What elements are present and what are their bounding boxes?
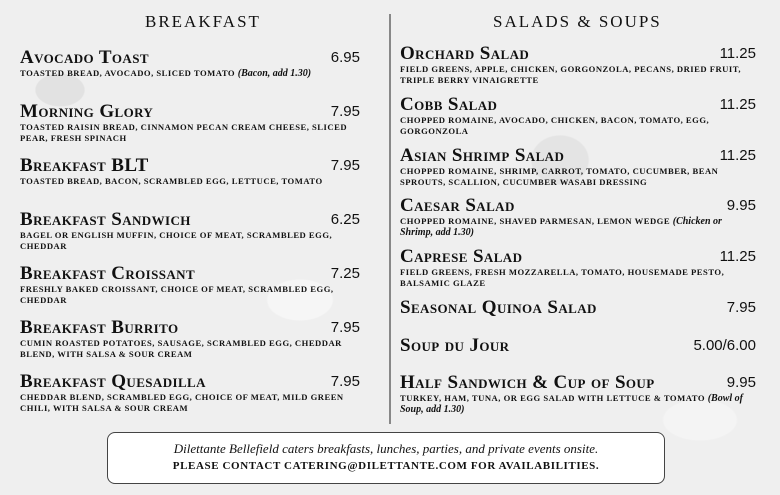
item-description	[20, 284, 360, 306]
item-ingredients: FIELD GREENS, APPLE, CHICKEN, GORGONZOLA, PECANS, DRIED FRUIT, TRIPLE BERRY VINAIGRETTE	[400, 64, 741, 85]
catering-text: Dilettante Bellefield caters breakfasts, lunches, parties, and private events onsite.	[173, 441, 599, 456]
item-ingredients: FIELD GREENS, FRESH MOZZARELLA, TOMATO, HOUSEMADE PESTO, BALSAMIC GLAZE	[400, 267, 725, 288]
item-name: Cobb Salad	[400, 94, 498, 115]
catering-contact: PLEASE CONTACT CATERING@DILETTANTE.COM FOR AVAILABILITIES.	[172, 460, 600, 472]
item-price: 9.95	[726, 197, 756, 214]
item-description	[400, 166, 756, 188]
item-price: 5.00/6.00	[693, 337, 756, 354]
menu-item	[400, 196, 756, 238]
item-ingredients: CHOPPED ROMAINE, SHAVED PARMESAN, LEMON WEDGE	[400, 216, 671, 226]
item-name: Soup du Jour	[400, 335, 510, 356]
item-ingredients: BAGEL OR ENGLISH MUFFIN, CHOICE OF MEAT, SCRAMBLED EGG, CHEDDAR	[20, 230, 333, 251]
item-name: Breakfast Croissant	[20, 263, 196, 284]
item-description	[400, 115, 756, 137]
item-description	[20, 176, 360, 187]
salads-heading: SALADS & SOUPS	[493, 12, 662, 31]
menu-item	[400, 247, 756, 289]
item-name: Orchard Salad	[400, 43, 530, 64]
item-description	[400, 393, 756, 415]
item-ingredients: TURKEY, HAM, TUNA, OR EGG SALAD WITH LETTUCE & TOMATO	[400, 393, 706, 403]
item-name: Seasonal Quinoa Salad	[400, 297, 597, 318]
item-description	[400, 64, 756, 86]
item-name: Breakfast Quesadilla	[20, 371, 206, 392]
item-price: 7.95	[726, 299, 756, 316]
menu-item	[20, 210, 360, 252]
item-price: 11.25	[719, 147, 756, 164]
item-addon-note: (Bacon, add 1.30)	[237, 68, 312, 79]
item-price: 11.25	[719, 96, 756, 113]
item-description	[400, 267, 756, 289]
breakfast-heading: BREAKFAST	[145, 12, 261, 31]
item-ingredients: FRESHLY BAKED CROISSANT, CHOICE OF MEAT, SCRAMBLED EGG, CHEDDAR	[20, 284, 334, 305]
item-ingredients: CHEDDAR BLEND, SCRAMBLED EGG, CHOICE OF MEAT, MILD GREEN CHILI, WITH SALSA & SOUR CREAM	[20, 392, 344, 413]
menu-item	[20, 318, 360, 360]
item-price: 9.95	[726, 374, 756, 391]
menu-item	[400, 146, 756, 188]
item-price: 11.25	[719, 45, 756, 62]
item-description	[20, 68, 360, 79]
item-name: Half Sandwich & Cup of Soup	[400, 372, 655, 393]
item-description	[400, 216, 756, 238]
item-addon-note: (Chicken or Shrimp, add 1.30)	[400, 216, 722, 238]
item-name: Breakfast Burrito	[20, 317, 179, 338]
item-name: Asian Shrimp Salad	[400, 145, 565, 166]
item-description	[20, 122, 360, 144]
item-addon-note: (Bowl of Soup, add 1.30)	[400, 393, 743, 415]
item-ingredients: TOASTED BREAD, BACON, SCRAMBLED EGG, LETTUCE, TOMATO	[20, 176, 323, 186]
item-name: Caesar Salad	[400, 195, 515, 216]
item-price: 7.95	[330, 319, 360, 336]
menu-item	[20, 156, 360, 187]
menu-item	[400, 336, 756, 356]
catering-notice	[107, 432, 665, 484]
menu-item	[20, 264, 360, 306]
menu-item	[400, 95, 756, 137]
item-name: Avocado Toast	[20, 47, 149, 68]
item-name: Breakfast Sandwich	[20, 209, 191, 230]
item-name: Morning Glory	[20, 101, 154, 122]
item-ingredients: TOASTED BREAD, AVOCADO, SLICED TOMATO	[20, 68, 236, 78]
item-ingredients: TOASTED RAISIN BREAD, CINNAMON PECAN CREAM CHEESE, SLICED PEAR, FRESH SPINACH	[20, 122, 348, 143]
item-description	[20, 338, 360, 360]
menu-item	[20, 102, 360, 144]
item-price: 7.95	[330, 373, 360, 390]
menu-item	[20, 372, 360, 414]
item-price: 7.95	[330, 103, 360, 120]
item-price: 7.25	[330, 265, 360, 282]
item-description	[20, 392, 360, 414]
item-ingredients: CHOPPED ROMAINE, SHRIMP, CARROT, TOMATO, CUCUMBER, BEAN SPROUTS, SCALLION, CUCUMBER WASABI DRESSING	[400, 166, 719, 187]
item-name: Caprese Salad	[400, 246, 523, 267]
item-price: 6.95	[330, 49, 360, 66]
menu-item	[400, 373, 756, 415]
item-description	[20, 230, 360, 252]
item-price: 7.95	[330, 157, 360, 174]
item-name: Breakfast BLT	[20, 155, 149, 176]
item-price: 11.25	[719, 248, 756, 265]
menu-item	[400, 298, 756, 318]
item-ingredients: CUMIN ROASTED POTATOES, SAUSAGE, SCRAMBLED EGG, CHEDDAR BLEND, WITH SALSA & SOUR CREAM	[20, 338, 342, 359]
item-price: 6.25	[330, 211, 360, 228]
menu-item	[400, 44, 756, 86]
menu-item	[20, 48, 360, 79]
item-ingredients: CHOPPED ROMAINE, AVOCADO, CHICKEN, BACON, TOMATO, EGG, GORGONZOLA	[400, 115, 710, 136]
column-divider	[389, 14, 391, 424]
